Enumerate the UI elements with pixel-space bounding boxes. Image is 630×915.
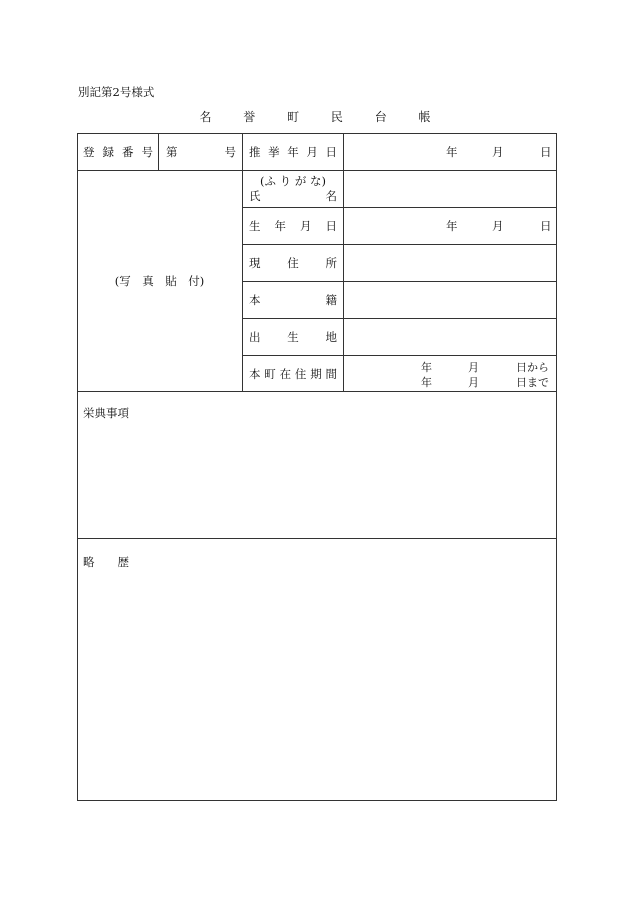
name-field[interactable] [343,171,557,207]
honors-label: 栄典事項 [83,406,129,420]
registration-number-label: 登 録 番 号 [83,144,153,159]
honors-field[interactable] [78,425,555,537]
recommendation-date-label: 推 挙 年 月 日 [249,144,337,159]
career-field[interactable] [78,573,555,799]
form-label: 別記第2号様式 [78,85,155,99]
current-address-label: 現 住 所 [249,256,337,270]
birthplace-field[interactable] [343,319,557,355]
birth-date-label: 生 年 月 日 [249,219,337,233]
photo-area: (写 真 貼 付) [114,274,205,288]
registry-form [77,133,557,801]
residence-period-field[interactable]: 年 月 日から 年 月 日まで [421,361,549,389]
recommendation-date-field[interactable]: 年 月 日 [446,144,552,159]
residence-period-label: 本 町 在 住 期 間 [249,366,337,381]
domicile-field[interactable] [343,282,557,318]
name-label: (ふ り が な) 氏 名 [249,174,337,203]
domicile-label: 本 籍 [249,293,337,307]
career-label: 略 歴 [83,555,129,569]
current-address-field[interactable] [343,245,557,281]
birth-date-field[interactable]: 年 月 日 [446,219,552,233]
document-title: 名 誉 町 民 台 帳 [199,110,445,124]
registration-number-field[interactable]: 第 号 [166,144,236,159]
birthplace-label: 出 生 地 [249,330,337,344]
